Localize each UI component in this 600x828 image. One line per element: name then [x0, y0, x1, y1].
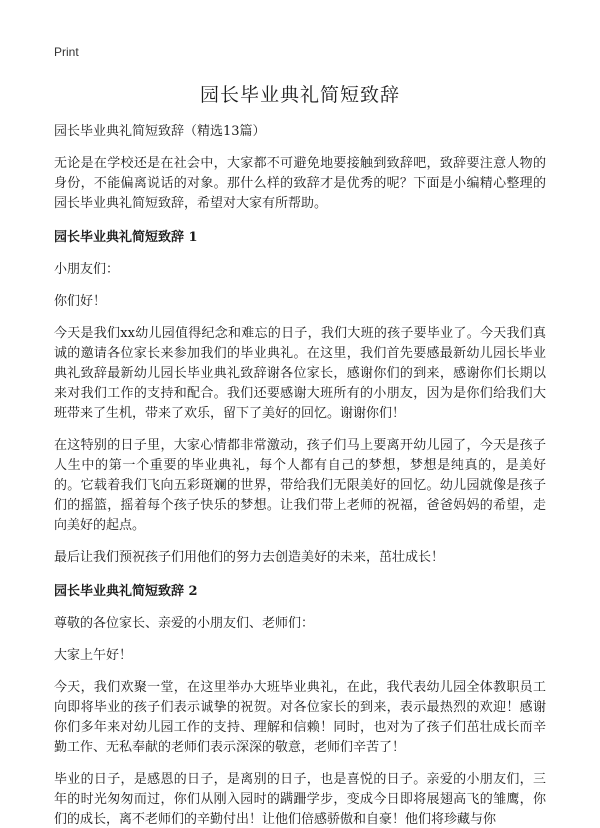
salutation: 小朋友们： — [54, 262, 120, 277]
body-paragraph: 在这特别的日子里，大家心情都非常激动，孩子们马上要离开幼儿园了，今天是孩子人生中的第一个重要的毕业典礼，每个人都有自己的梦想，梦想是纯真的，是美好的。它载着我们飞向五彩斑斓的世界，带给我们无限美好的回忆。幼儿园就像是孩子们的摇篮，摇着每个孩子快乐的梦想。让我们带上老师的祝福，爸爸妈妈的希望，走向美好的起点。 — [54, 438, 546, 533]
body-paragraph: 今天，我们欢聚一堂，在这里举办大班毕业典礼，在此，我代表幼儿园全体教职员工向即将毕业的孩子们表示诚挚的祝贺。对各位家长的到来，表示最热烈的欢迎！感谢你们多年来对幼儿园工作的支持、理解和信赖！同时，也对为了孩子们茁壮成长而辛勤工作、无私奉献的老师们表示深深的敬意，老师们辛苦了！ — [54, 680, 546, 755]
greeting: 你们好！ — [54, 294, 107, 309]
document-subtitle: 园长毕业典礼简短致辞（精选13篇） — [54, 124, 266, 139]
greeting: 大家上午好！ — [54, 648, 133, 663]
intro-paragraph: 无论是在学校还是在社会中，大家都不可避免地要接触到致辞吧，致辞要注意人物的身份，不能偏离说话的对象。那什么样的致辞才是优秀的呢？下面是小编精心整理的园长毕业典礼简短致辞，希望对大家有所帮助。 — [54, 156, 546, 211]
page-title: 园长毕业典礼简短致辞 — [199, 84, 400, 106]
body-paragraph: 今天是我们xx幼儿园值得纪念和难忘的日子，我们大班的孩子要毕业了。今天我们真诚的邀请各位家长来参加我们的毕业典礼。在这里，我们首先要感最新幼儿园长毕业典礼致辞最新幼儿园长毕业典礼致辞谢各位家长，感谢你们的到来，感谢你们长期以来对我们工作的支持和配合。我们还要感谢大班所有的小朋友，因为是你们给我们大班带来了生机，带来了欢乐，留下了美好的回忆。谢谢你们！ — [54, 326, 546, 421]
closing-paragraph: 最后让我们预祝孩子们用他们的努力去创造美好的未来，茁壮成长！ — [54, 550, 445, 565]
section-heading: 园长毕业典礼简短致辞 2 — [54, 584, 198, 599]
salutation: 尊敬的各位家长、亲爱的小朋友们、老师们： — [54, 616, 315, 631]
print-link[interactable]: Print — [54, 45, 79, 59]
section-heading: 园长毕业典礼简短致辞 1 — [54, 230, 198, 245]
body-paragraph: 毕业的日子，是感恩的日子，是离别的日子，也是喜悦的日子。亲爱的小朋友们，三年的时光匆匆而过，你们从刚入园时的蹒跚学步，变成今日即将展翅高飞的雏鹰，你们的成长，离不老师们的辛勤付出！让他们倍感骄傲和自豪！他们将珍藏与你 — [54, 772, 546, 827]
